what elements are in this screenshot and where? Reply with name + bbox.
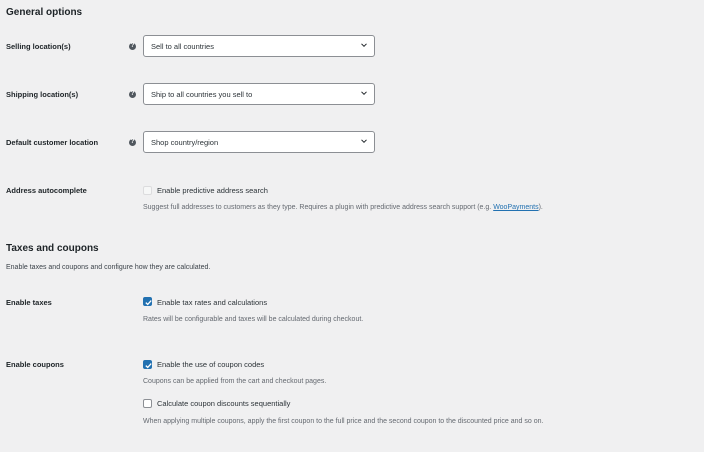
- help-icon[interactable]: ?: [130, 43, 135, 49]
- shipping-location-label: Shipping location(s): [6, 90, 79, 99]
- enable-coupons-label: Enable coupons: [6, 360, 64, 369]
- selling-location-label: Selling location(s): [6, 42, 71, 51]
- address-autocomplete-checkbox[interactable]: [143, 186, 152, 195]
- sequential-discounts-checkbox-label: Calculate coupon discounts sequentially: [157, 399, 291, 408]
- help-icon[interactable]: ?: [130, 139, 135, 145]
- enable-coupons-checkbox[interactable]: [143, 360, 152, 369]
- chevron-down-icon: [360, 41, 368, 49]
- selling-location-select[interactable]: [143, 35, 375, 57]
- shipping-location-select[interactable]: [143, 83, 375, 105]
- enable-coupons-description: Coupons can be applied from the cart and checkout pages.: [143, 378, 327, 385]
- address-autocomplete-desc-end: ).: [538, 204, 543, 211]
- section-title-general: General options: [6, 7, 83, 18]
- address-autocomplete-description: [143, 204, 543, 211]
- chevron-down-icon: [360, 89, 368, 97]
- address-autocomplete-desc-text: Suggest full addresses to customers as they type. Requires a plugin with predictive address search support (e.g.: [143, 204, 494, 211]
- enable-taxes-label: Enable taxes: [6, 298, 52, 307]
- default-location-label: Default customer location: [6, 138, 99, 147]
- shipping-location-value: Ship to all countries you sell to: [151, 90, 253, 99]
- checkmark-icon: [144, 361, 153, 370]
- checkmark-icon: [144, 298, 153, 307]
- address-autocomplete-checkbox-label: Enable predictive address search: [157, 186, 268, 195]
- woopayments-link[interactable]: WooPayments: [493, 204, 539, 211]
- section-title-taxes: Taxes and coupons: [6, 243, 99, 254]
- chevron-down-icon: [360, 137, 368, 145]
- enable-taxes-checkbox[interactable]: [143, 297, 152, 306]
- address-autocomplete-label: Address autocomplete: [6, 186, 87, 195]
- help-icon[interactable]: ?: [130, 91, 135, 97]
- default-location-value: Shop country/region: [151, 138, 219, 147]
- enable-taxes-description: Rates will be configurable and taxes will be calculated during checkout.: [143, 316, 364, 323]
- selling-location-value: Sell to all countries: [151, 42, 214, 51]
- taxes-intro: Enable taxes and coupons and configure how they are calculated.: [6, 264, 211, 271]
- sequential-discounts-checkbox[interactable]: [143, 399, 152, 408]
- sequential-discounts-description: When applying multiple coupons, apply the first coupon to the full price and the second coupon to the discounted price and so on.: [143, 418, 544, 425]
- enable-coupons-checkbox-label: Enable the use of coupon codes: [157, 360, 265, 369]
- default-location-select[interactable]: [143, 131, 375, 153]
- enable-taxes-checkbox-label: Enable tax rates and calculations: [157, 298, 268, 307]
